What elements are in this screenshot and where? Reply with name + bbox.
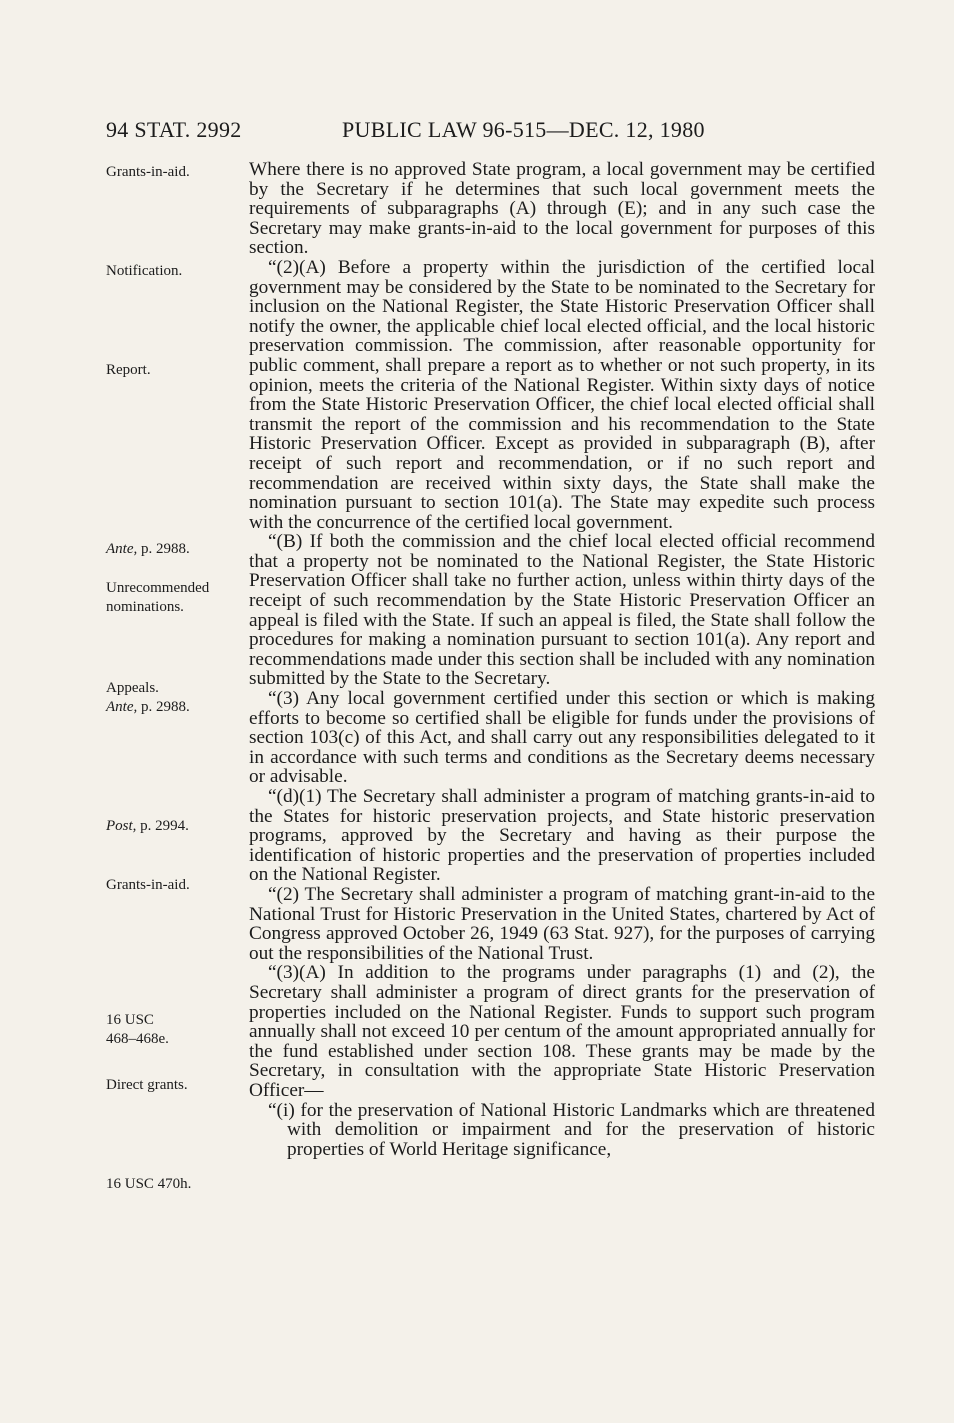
statute-body [249, 160, 875, 1159]
paragraph-i-landmarks: “(i) for the preservation of National Historic Landmarks which are threatened with demolition or impairment and for the preservation of historic properties of World Heritage significance, [268, 1099, 875, 1160]
paragraph-local-government-certification: Where there is no approved State program, a local government may be certified by the Secretary if he determines that such local government meets the requirements of subparagraphs (A) through (E); and in any such case the Secretary may make grants-in-aid to the local government for purposes of this section. [249, 159, 875, 259]
paragraph-2b-unrecommended: “(B) If both the commission and the chief local elected official recommend that a property not be nominated to the National Register, the State Historic Preservation Officer shall take no further action, unless within thirty days of the receipt of such recommendation by the State Historic Preservation Officer an appeal is filed with the State. If such an appeal is filed, the State shall follow the procedures for making a nomination pursuant to section 101(a). Any report and recommendations made under this section shall be included with any nomination submitted by the State to the Secretary. [249, 531, 875, 690]
paragraph-d3a-direct-grants: “(3)(A) In addition to the programs under paragraphs (1) and (2), the Secretary shall administer a program of direct grants for the preservation of properties included on the National Register. Funds to support such program annually shall not exceed 10 per centum of the amount appropriated annually for the fund established under section 108. These grants may be made by the Secretary, in consultation with the appropriate State Historic Preservation Officer— [249, 962, 875, 1101]
stat-page-reference: 94 STAT. 2992 [106, 117, 242, 142]
margin-note-notification: Notification. [106, 263, 183, 279]
margin-note-appeals: Appeals. Ante, p. 2988. [106, 680, 190, 715]
paragraph-3-eligibility: “(3) Any local government certified under this section or which is making efforts to become so certified shall be eligible for funds under the provisions of section 103(c) of this Act, and shall carry out any responsibilities delegated to it in accordance with such terms and conditions as the Secretary deems necessary or advisable. [249, 688, 875, 788]
margin-note-post: Post, p. 2994. [106, 818, 189, 834]
paragraph-d2-national-trust: “(2) The Secretary shall administer a program of matching grant-in-aid to the National Trust for Historic Preservation in the United States, chartered by Act of Congress approved October 26, 1949 (63 Stat. 927), for the purposes of carrying out the responsibilities of the National Trust. [249, 883, 875, 964]
law-title: PUBLIC LAW 96-515—DEC. 12, 1980 [342, 117, 705, 142]
margin-note-unrecommended-nominations: Unrecommended nominations. [106, 580, 210, 615]
margin-note-ante-1: Ante, p. 2988. [106, 541, 190, 557]
paragraph-2a-nomination: “(2)(A) Before a property within the jurisdiction of the certified local government may be considered by the State to be nominated to the Secretary for inclusion on the National Register, the State Historic Preservation Officer shall notify the owner, the applicable chief local elected official, and the local historic preservation commission. The commission, after reasonable opportunity for public comment, shall prepare a report as to whether or not such property, in its opinion, meets the criteria of the National Register. Within sixty days of notice from the State Historic Preservation Officer, the chief local elected official shall transmit the report of the commission and his recommendation to the State Historic Preservation Officer. Except as provided in subparagraph (B), after receipt of such report and recommendation, or if no such report and recommendation are received within sixty days, the State shall make the nomination pursuant to section 101(a). The State may expedite such process with the concurrence of the certified local government. [249, 256, 875, 533]
margin-note-16-usc-468: 16 USC 468–468e. [106, 1012, 169, 1047]
margin-note-16-usc-470h: 16 USC 470h. [106, 1176, 192, 1192]
margin-note-grants-in-aid-2: Grants-in-aid. [106, 877, 190, 893]
paragraph-d1-matching-grants: “(d)(1) The Secretary shall administer a program of matching grants-in-aid to the States for historic preservation projects, and State historic preservation programs, approved by the Secretary and having as their purpose the identification of historic properties and the preservation of properties included on the National Register. [249, 786, 875, 886]
margin-note-report: Report. [106, 362, 151, 378]
margin-note-direct-grants: Direct grants. [106, 1077, 188, 1093]
margin-note-grants-in-aid: Grants-in-aid. [106, 164, 190, 180]
